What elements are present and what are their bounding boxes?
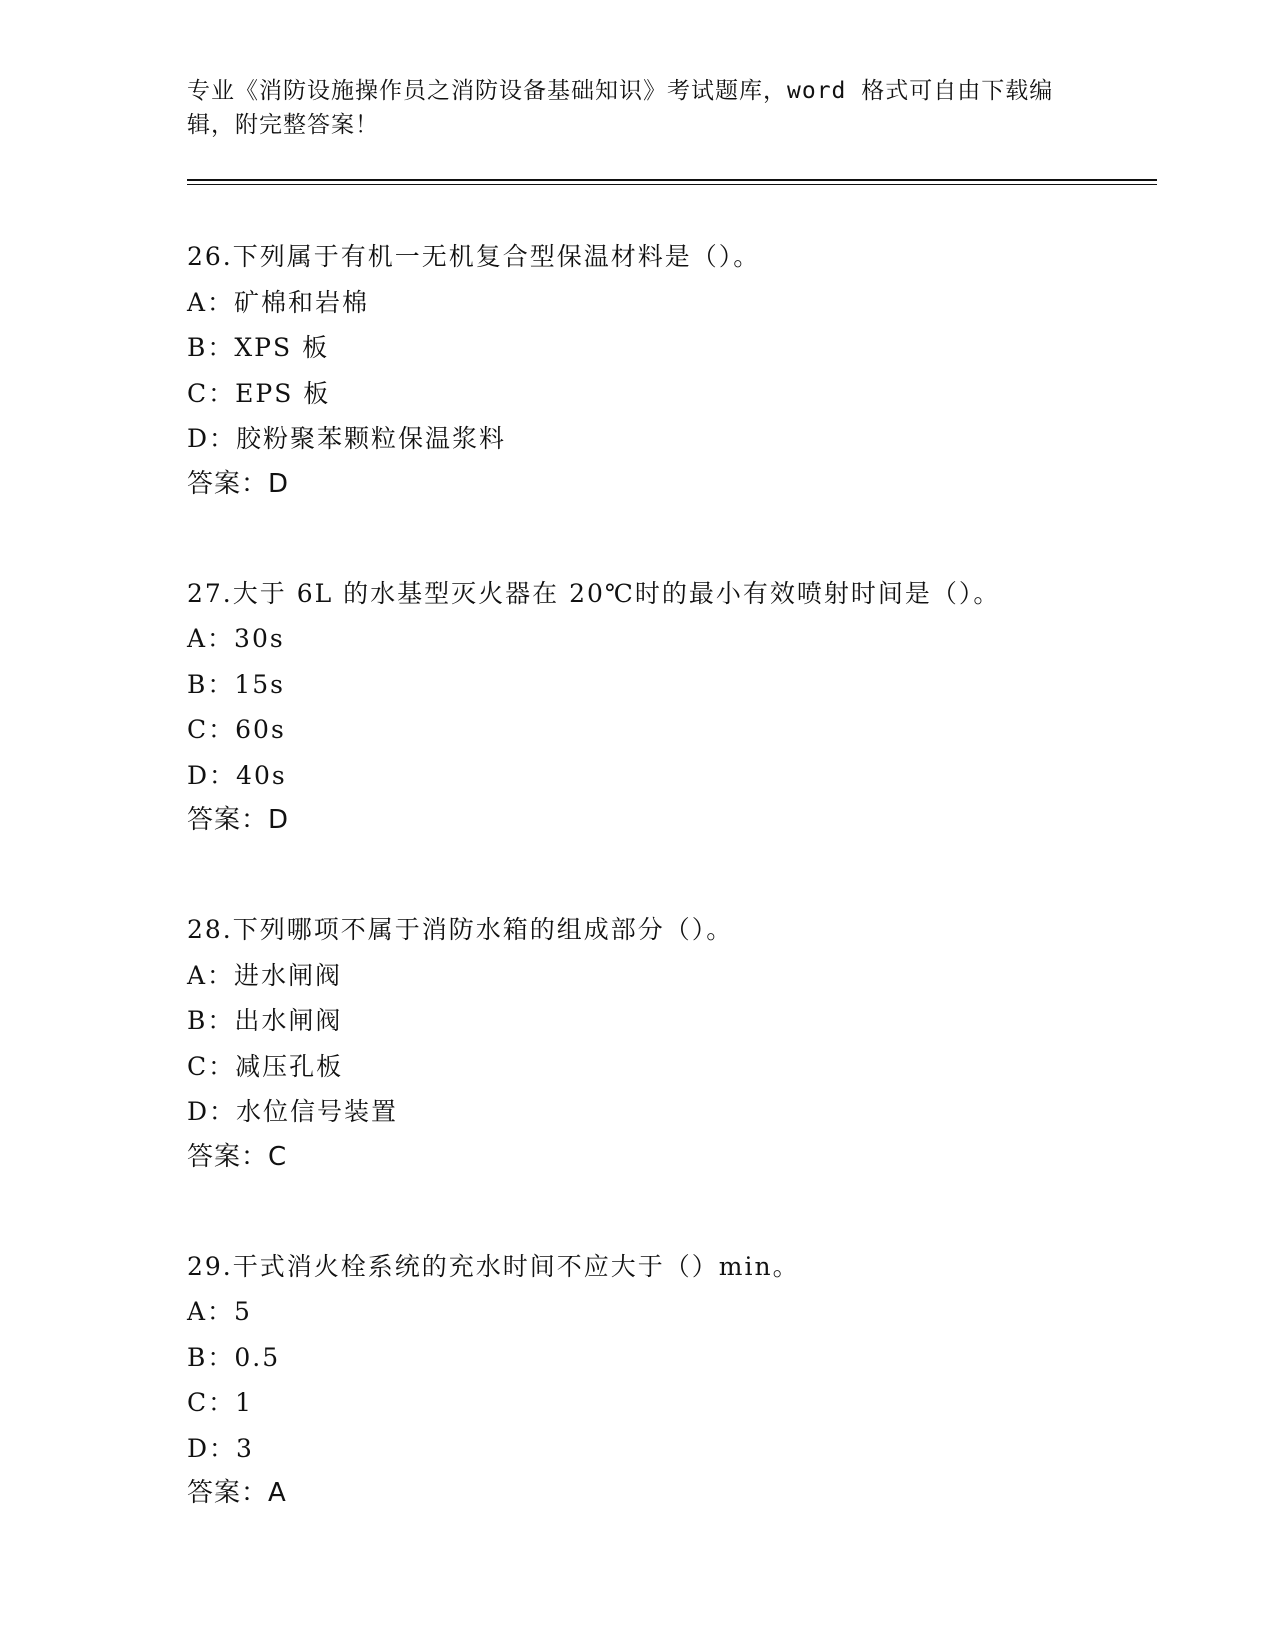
answer: 答案：D: [187, 805, 290, 835]
option-b: B：0.5: [187, 1342, 281, 1372]
option-d: D：3: [187, 1433, 254, 1463]
option-b: B：XPS 板: [187, 333, 330, 362]
question-title: 29.干式消火栓系统的充水时间不应大于（）min。: [187, 1251, 800, 1281]
answer: 答案：C: [187, 1141, 288, 1172]
option-c: C：1: [187, 1388, 254, 1417]
option-c: C：减压孔板: [187, 1051, 344, 1081]
header-line-2: 辑，附完整答案！: [187, 112, 379, 138]
header-line-1: 专业《消防设施操作员之消防设备基础知识》考试题库，word 格式可自由下载编: [187, 78, 1054, 104]
option-d: D：水位信号装置: [187, 1097, 399, 1126]
header-divider-thick: [187, 179, 1157, 181]
question-27: [187, 571, 1157, 844]
option-a: A：5: [187, 1297, 252, 1326]
header-divider-thin: [187, 184, 1157, 185]
document-header: [187, 74, 1087, 142]
option-c: C：60s: [187, 715, 286, 744]
option-a: A：进水闸阀: [187, 960, 343, 990]
option-d: D：胶粉聚苯颗粒保温浆料: [187, 424, 507, 453]
option-c: C：EPS 板: [187, 378, 331, 408]
option-d: D：40s: [187, 760, 287, 790]
question-title: 27.大于 6L 的水基型灭火器在 20℃时的最小有效喷射时间是（）。: [187, 578, 1001, 608]
question-28: [187, 907, 1157, 1180]
answer: 答案：D: [187, 468, 290, 499]
option-a: A：矿棉和岩棉: [187, 287, 370, 317]
option-b: B：15s: [187, 669, 286, 699]
option-b: B：出水闸阀: [187, 1006, 343, 1035]
question-29: [187, 1244, 1157, 1517]
answer: 答案：A: [187, 1478, 287, 1508]
question-list: [187, 234, 1157, 1580]
question-title: 28.下列哪项不属于消防水箱的组成部分（）。: [187, 915, 734, 944]
question-title: 26.下列属于有机一无机复合型保温材料是（）。: [187, 242, 761, 271]
question-26: [187, 234, 1157, 507]
option-a: A：30s: [187, 624, 285, 653]
